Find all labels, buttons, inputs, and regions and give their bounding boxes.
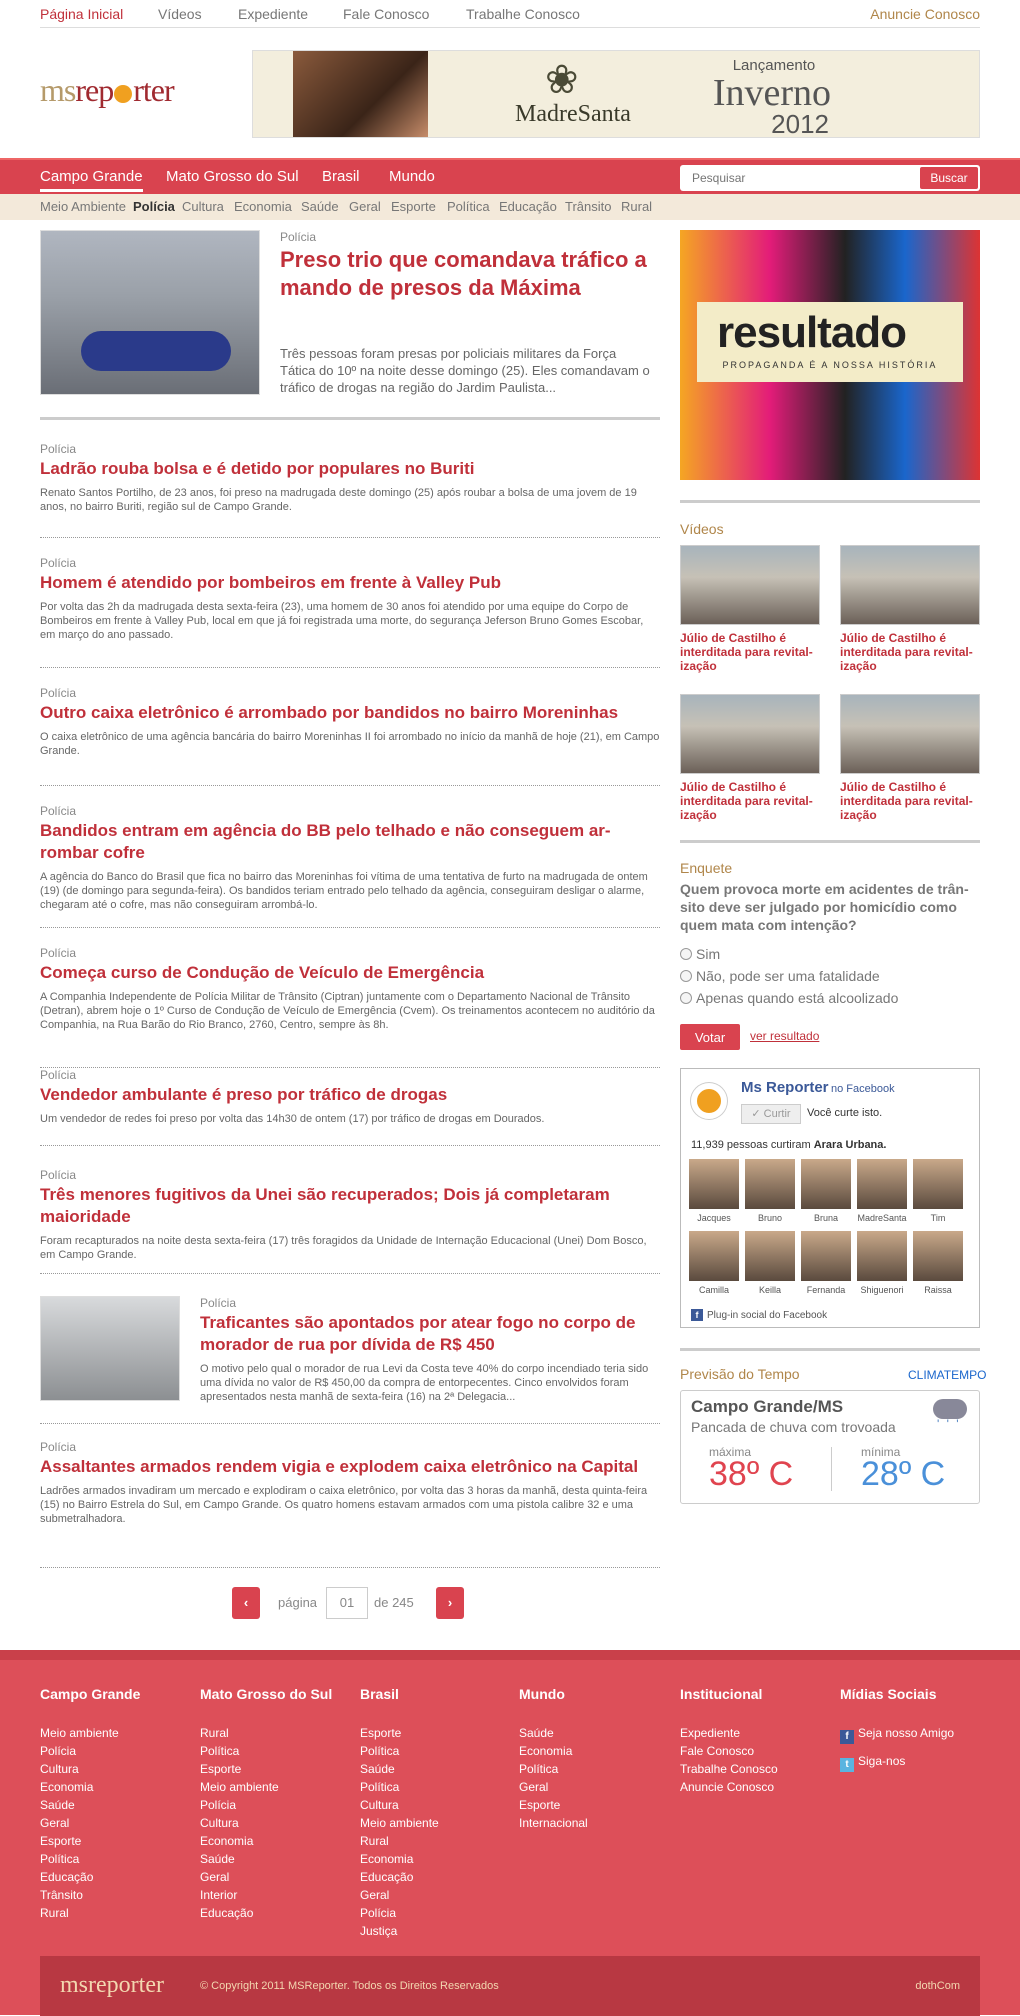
banner-inverno: Inverno (712, 72, 831, 114)
fb-friend[interactable]: Camilla (689, 1231, 739, 1295)
news-item (40, 804, 660, 928)
news-item (40, 1440, 660, 1568)
avatar (857, 1159, 907, 1209)
radio-button[interactable] (680, 992, 692, 1004)
banner-brand: MadreSanta (515, 101, 631, 127)
avatar (745, 1159, 795, 1209)
weather-box (680, 1390, 980, 1504)
divider (680, 1348, 980, 1351)
ad-logo-box (697, 302, 963, 382)
avatar (801, 1231, 851, 1281)
resultado-ad[interactable] (680, 230, 980, 480)
topnav-anuncie[interactable]: Anuncie Conosco (870, 6, 980, 22)
search-button[interactable]: Buscar (920, 167, 978, 189)
video-thumb (680, 694, 820, 774)
news-category: Polícia (40, 1440, 77, 1454)
news-category: Polícia (40, 556, 77, 570)
video-thumb (840, 545, 980, 625)
video-caption[interactable]: Júlio de Castilho é interditada para revitalização (680, 631, 813, 673)
footer-bar (40, 1956, 980, 2016)
video-card[interactable] (680, 545, 820, 673)
video-caption[interactable]: Júlio de Castilho é interditada para revitalização (680, 780, 813, 822)
video-card[interactable] (840, 694, 980, 822)
subnav-policia[interactable]: Polícia (133, 199, 175, 214)
avatar (689, 1231, 739, 1281)
videos-heading: Vídeos (680, 521, 724, 537)
mainnav-brasil[interactable]: Brasil (322, 168, 360, 185)
min-label: mínima (861, 1445, 901, 1459)
radio-button[interactable] (680, 948, 692, 960)
footer-col-midias: Mídias Sociais f Seja nosso Amigo t Siga-nos (840, 1686, 990, 1772)
video-thumb (840, 694, 980, 774)
subnav-politica[interactable]: Política (447, 199, 490, 214)
news-title[interactable]: Ladrão rouba bolsa e é detido por populares no Buriti (40, 459, 475, 478)
fb-friend[interactable]: Raissa (913, 1231, 963, 1295)
topnav-trabalhe-conosco[interactable]: Trabalhe Conosco (466, 6, 580, 22)
motorcycle-image (81, 331, 231, 371)
flower-icon: ❀ (545, 58, 579, 102)
facebook-icon: f (691, 1309, 703, 1321)
fb-friend[interactable]: Tim (913, 1159, 963, 1223)
fb-friend[interactable]: Fernanda (801, 1231, 851, 1295)
next-page-button[interactable]: › (436, 1587, 464, 1619)
banner-ad[interactable] (252, 50, 980, 138)
news-category: Polícia (40, 1068, 77, 1082)
news-category: Polícia (40, 804, 77, 818)
divider (680, 840, 980, 843)
lead-story (40, 230, 660, 420)
fb-friend[interactable]: Bruna (801, 1159, 851, 1223)
subnav-rural[interactable]: Rural (621, 199, 653, 214)
news-item (40, 442, 660, 538)
news-desc: Um vendedor de redes foi preso por volta das 14h30 de ontem (17) por tráfico de drogas em Dourados. (40, 1113, 545, 1125)
ad-word: resultado (717, 308, 907, 357)
news-desc: O caixa eletrônico de uma agência bancária do bairro Moreninhas II foi arrombado no início da manhã de hoje (21), em Campo Grande. (40, 731, 660, 757)
news-photo[interactable] (40, 1296, 180, 1401)
weather-city: Campo Grande/MS (691, 1397, 844, 1416)
video-card[interactable] (840, 545, 980, 673)
avatar (689, 1159, 739, 1209)
news-desc: Renato Santos Portilho, de 23 anos, foi preso na madrugada deste domingo (25) após roubar a bolsa de uma jovem de 19 anos, no bairro Buriti, região sul de Campo Grande. (40, 487, 637, 513)
avatar (745, 1231, 795, 1281)
fb-friend[interactable]: Keilla (745, 1231, 795, 1295)
twitter-link[interactable]: t Siga-nos (840, 1752, 990, 1772)
footer-col-brasil: Brasil Esporte Política Saúde Política Cultura Meio ambiente Rural Economia Educação Geral Polícia Justiça (360, 1686, 439, 1938)
subnav-esporte[interactable]: Esporte (391, 199, 436, 214)
facebook-link[interactable]: f Seja nosso Amigo (840, 1724, 990, 1744)
fb-friend[interactable]: Jacques (689, 1159, 739, 1223)
news-desc: Foram recapturados na noite desta sexta-feira (17) três foragidos da Unidade de Internação Educacional (Unei) Dom Bosco, em Campo Grande. (40, 1235, 647, 1261)
storm-cloud-icon (933, 1399, 967, 1419)
poll-question: Quem provoca morte em acidentes de trânsito deve ser julgado por homicídio como quem mata com intenção? (680, 881, 969, 933)
footer-col-ms: Mato Grosso do Sul Rural Política Esporte Meio ambiente Polícia Cultura Economia Saúde Geral Interior Educação (200, 1686, 333, 1920)
topnav-expediente[interactable]: Expediente (238, 6, 309, 22)
footer-logo[interactable]: msreporter (60, 1972, 164, 1998)
lead-title[interactable]: Preso trio que comandava tráfico a mando de presos da Máxima (280, 247, 647, 300)
fb-plugin[interactable]: f Plug-in social do Facebook (691, 1309, 827, 1321)
news-title[interactable]: Traficantes são apontados por atear fogo no corpo de morador de rua por dívida de R$ 450 (200, 1313, 636, 1354)
pager-label: página (278, 1595, 318, 1610)
banner-launch: Lançamento (732, 57, 816, 74)
news-title[interactable]: Homem é atendido por bombeiros em frente à Valley Pub (40, 573, 502, 592)
poll-option[interactable]: Não, pode ser uma fatalidade (680, 968, 880, 984)
news-item-with-photo (40, 1296, 660, 1424)
weather-condition: Pancada de chuva com trovoada (691, 1419, 896, 1435)
news-title[interactable]: Três menores fugitivos da Unei são recuperados; Dois já completaram maioridade (40, 1185, 610, 1226)
news-desc: A agência do Banco do Brasil que fica no bairro das Moreninhas foi vítima de uma tentativa de furto na madrugada de ontem (19) (de domingo para segunda-feira). Os bandidos teriam entrado pelo telhado da agência, conseguiram desligar o alarme, chegaram até o cofre, mas não conseguiram arrombá-lo. (40, 871, 648, 911)
footer (0, 1650, 1020, 2015)
avatar (801, 1159, 851, 1209)
topnav-fale-conosco[interactable]: Fale Conosco (343, 6, 430, 22)
fb-friend[interactable]: Bruno (745, 1159, 795, 1223)
fb-like-count: 11,939 pessoas curtiram Arara Urbana. (691, 1139, 887, 1151)
top-nav (40, 0, 980, 28)
weather-heading: Previsão do Tempo (680, 1366, 800, 1382)
news-category: Polícia (40, 946, 77, 960)
news-desc: Ladrões armados invadiram um mercado e explodiram o caixa eletrônico, por volta das 3 horas da manhã, desta quinta-feira (15) no Bairro Estrela do Sul, em Campo Grande. Os quatro homens estavam armados com uma pistola calibre 32 e uma submetralhadora. (40, 1485, 648, 1525)
poll-heading: Enquete (680, 860, 733, 876)
topnav-home[interactable]: Página Inicial (40, 6, 124, 22)
news-category: Polícia (40, 686, 77, 700)
twitter-icon: t (840, 1758, 854, 1772)
sub-nav (0, 194, 1020, 220)
avatar (857, 1231, 907, 1281)
ad-tagline: PROPAGANDA É A NOSSA HISTÓRIA (722, 360, 938, 370)
logo-dot-icon (114, 85, 132, 103)
poll-option[interactable]: Apenas quando está alcoolizado (680, 990, 898, 1006)
dothcom-credit[interactable]: dothCom (915, 1980, 960, 1992)
news-category: Polícia (200, 1296, 237, 1310)
mainnav-mato-grosso-do-sul[interactable]: Mato Grosso do Sul (166, 168, 299, 185)
news-title[interactable]: Começa curso de Condução de Veículo de Emergência (40, 963, 485, 982)
max-label: máxima (709, 1445, 752, 1459)
news-item (40, 1068, 660, 1146)
news-title[interactable]: Bandidos entram em agência do BB pelo telhado e não conseguem arrombar cofre (40, 821, 611, 862)
footer-col-campo-grande: Campo Grande Meio ambiente Polícia Cultura Economia Saúde Geral Esporte Política Educação Trânsito Rural (40, 1686, 141, 1920)
radio-button[interactable] (680, 970, 692, 982)
video-caption[interactable]: Júlio de Castilho é interditada para revitalização (840, 780, 973, 822)
video-thumb (680, 545, 820, 625)
news-category: Polícia (40, 1168, 77, 1182)
subnav-cultura[interactable]: Cultura (182, 199, 224, 214)
fb-on: no Facebook (831, 1083, 895, 1095)
site-logo[interactable]: msrep rter (40, 72, 174, 108)
mainnav-mundo[interactable]: Mundo (389, 168, 435, 185)
news-desc: O motivo pelo qual o morador de rua Levi da Costa teve 40% do corpo incendiado teria sido uma dívida no valor de R$ 450,00 da compra de entorpecentes. Cinco envolvidos foram apresentados nesta manhã de sexta-feira (16) na 2ª Delegacia... (200, 1363, 649, 1403)
avatar (913, 1159, 963, 1209)
video-card[interactable] (680, 694, 820, 822)
subnav-educacao[interactable]: Educação (499, 199, 557, 214)
fb-you-like: Você curte isto. (807, 1107, 883, 1119)
avatar (913, 1231, 963, 1281)
news-item (40, 946, 660, 1068)
video-caption[interactable]: Júlio de Castilho é interditada para revitalização (840, 631, 973, 673)
news-desc: A Companhia Independente de Polícia Militar de Trânsito (Ciptran) juntamente com o Departamento Nacional de Trânsito (Detran), abrem hoje o 1º Curso de Condução de Veículo de Emergência (Cvem). Os treinamentos acontecem no auditório da Companhia, na Rua Barão do Rio Branco, 2760, Centro, sempre às 8h. (40, 991, 655, 1031)
subnav-transito[interactable]: Trânsito (565, 199, 612, 214)
page-number-input[interactable]: 01 (326, 1587, 368, 1619)
pagination (232, 1587, 464, 1619)
main-nav (0, 158, 1020, 194)
like-button[interactable]: ✓ Curtir (741, 1104, 801, 1124)
subnav-geral[interactable]: Geral (349, 199, 381, 214)
news-title[interactable]: Assaltantes armados rendem vigia e explodem caixa eletrônico na Capital (40, 1457, 639, 1476)
max-temp: 38º C (709, 1455, 794, 1493)
footer-col-institucional: Institucional Expediente Fale Conosco Trabalhe Conosco Anuncie Conosco (680, 1686, 778, 1794)
news-desc: Por volta das 2h da madrugada desta sexta-feira (23), uma homem de 30 anos foi atendido por uma equipe do Corpo de Bombeiros em frente à Valley Pub, local em que já foi registrada uma morte, do segurança Jeferson Bruno Gomes Escobar, em março do ano passado. (40, 601, 644, 641)
news-item (40, 1168, 660, 1274)
mainnav-campo-grande[interactable]: Campo Grande (40, 168, 143, 192)
facebook-icon: f (840, 1730, 854, 1744)
min-temp: 28º C (861, 1455, 946, 1493)
search-box (680, 165, 980, 191)
divider (831, 1447, 832, 1491)
fb-friend[interactable]: MadreSanta (857, 1159, 907, 1223)
subnav-economia[interactable]: Economia (234, 199, 292, 214)
climatempo-link[interactable]: CLIMATEMPO (908, 1368, 987, 1382)
news-title[interactable]: Vendedor ambulante é preso por tráfico de drogas (40, 1085, 448, 1104)
subnav-saude[interactable]: Saúde (301, 199, 339, 214)
banner-year: 2012 (771, 109, 829, 138)
vote-button[interactable]: Votar (680, 1024, 740, 1050)
topnav-videos[interactable]: Vídeos (158, 6, 202, 22)
pager-total: de 245 (374, 1595, 414, 1610)
facebook-widget (680, 1068, 980, 1328)
news-item (40, 686, 660, 786)
fb-friend[interactable]: Shiguenori (857, 1231, 907, 1295)
see-results-link[interactable]: ver resultado (750, 1029, 820, 1043)
search-input[interactable] (684, 167, 914, 189)
divider (680, 500, 980, 503)
fb-page-name[interactable]: Ms Reporter (741, 1079, 829, 1096)
lead-category: Polícia (280, 230, 317, 244)
footer-col-mundo: Mundo Saúde Economia Política Geral Esporte Internacional (519, 1686, 588, 1830)
subnav-meio-ambiente[interactable]: Meio Ambiente (40, 199, 126, 214)
banner-model-image (293, 51, 428, 138)
prev-page-button[interactable]: ‹ (232, 1587, 260, 1619)
news-title[interactable]: Outro caixa eletrônico é arrombado por bandidos no bairro Moreninhas (40, 703, 619, 722)
lead-photo[interactable] (40, 230, 260, 395)
lead-desc: Três pessoas foram presas por policiais militares da Força Tática do 10º na noite desse domingo (25). Eles comandavam o tráfico de drogas na região do Jardim Paulista... (280, 346, 650, 395)
news-item (40, 556, 660, 668)
news-category: Polícia (40, 442, 77, 456)
page-avatar[interactable] (691, 1083, 727, 1119)
copyright: © Copyright 2011 MSReporter. Todos os Direitos Reservados (200, 1980, 499, 1992)
poll-option[interactable]: Sim (680, 946, 720, 962)
